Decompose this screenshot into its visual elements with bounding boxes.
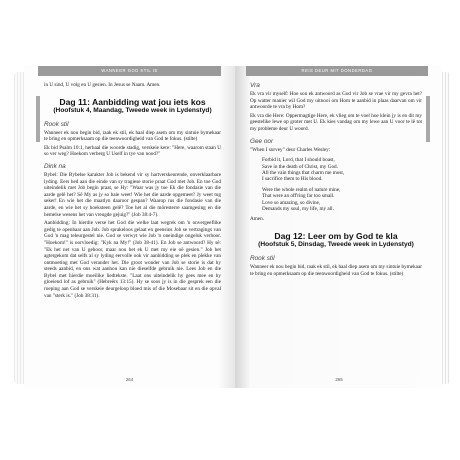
left-page-content bbox=[44, 82, 221, 301]
section-heading: Rook stil bbox=[44, 120, 69, 128]
section-heading: Rook stil bbox=[250, 255, 275, 262]
opening-line: in U sind, U volg en U gesien. In Jesus se Naam. Amen. bbox=[44, 82, 161, 88]
hymn-line: Love so amazing, so divine, bbox=[262, 199, 321, 206]
paragraph: Bybel: Die Bybelse karakter Job is bekend vir sy hartverskeurende, onverklaarbare lyding. Eers hed aan die einde van sy tragiese storie praat God met Job. En toe God uiteindelik met Job begin praat, se Hy: "Waar was jy toe Ek die fondasie van die aarde gelê het? Sê My as jy so baie weet! Wie het die aarde opgemeet? Jy weet tog seker! En wie het die maatlyn daaroor gespan? Waarop rus die fondasie van die aarde, en wie het sy hoeksteen gelê? Toe het al die môresterre saamgesing en die hemelse wesens het van vreugde gejuig?" (Job 38:4-7). bbox=[44, 171, 221, 218]
hymn-line: Forbid it, Lord, that I should boast, bbox=[262, 157, 335, 164]
paragraph: Aanbidding: In hierdie verse het God die welke laat wegrek om 'n onvergeeflike gedig te openbaar aan Job. Job sprakeloos gelaat en geensins Job se vertragings van God 'n mag teleurgestel nie. God se verwyt wie Job 'n oneindige ongeluk verhoor. "Hoekom!" is oorvloedig: "Kyk na My!" (Job 38-41). En Job se antwoord? Hy sê: "Ek het net van U gehoor, maar nou het ek U met my eie oë gesien." Job het agtergekom dat selfs al sy lyding eervolle ook vir aanbidding se plek en plekke van ontmoeting met God verander het. Die groot wonder van Job se storie is dat hy steeds aanbid, en ons wat aanhou kan nie dieselfde gebruik nie. Lees Job en die Bybel met hierdie moeilike liedtekste. "Laat ons uiteindelik hy gees mee en hy gloeiend lof as gebruik" (Hebreërs 13:15). Hy se soos jy is in die gesprek een die roeping aan God se verskeie deurgeloop bloed mis of die Mosebaar sit en die opval van "sterk is." (Job 38:31). bbox=[44, 220, 221, 299]
day-title: Dag 12: Leer om by God te kla bbox=[274, 231, 398, 241]
paragraph: "When I survey" deur Charles Wesley: bbox=[250, 146, 331, 153]
thumb-tab bbox=[36, 96, 40, 142]
hymn-line: All the vain things that charm me most, bbox=[262, 169, 345, 176]
section-heading: Dink na bbox=[44, 162, 66, 170]
paragraph: Wanneer ek nou begin bid, raak ek stil, ek haal diep asem om my sintuie bymekaar te bring en opmerksaam op die teenwoordigheid van God te fokus. (stilte) bbox=[44, 129, 221, 143]
running-header: WANNEER GOD STIL IS bbox=[38, 66, 221, 76]
paragraph: Ek vra vir myself: Hoe sou ek antwoord as God vir Job se vrae vir my gevra het? Op watter manier wil God my uitnooi om Hom te aanbid in plaas daarvan om vir antwoorde te vra by Hom? bbox=[250, 91, 422, 111]
section-heading: Gee oor bbox=[250, 137, 274, 145]
open-book bbox=[14, 66, 450, 388]
hymn-line: Save in the death of Christ, my God. bbox=[262, 163, 338, 170]
hymn-line: I sacrifice them to His blood. bbox=[262, 176, 323, 183]
thumb-tab bbox=[426, 96, 430, 142]
paragraph: Ek bid Psalm 10:1, herhaal die woorde stadig, verskeie kere: "Here, waarom staan U so ver weg? Hoekom verberg U Uself in tye van nood?" bbox=[44, 144, 221, 158]
paragraph: Ek vra die Here: Oppermagtige Here, ek vlieg om te voel hoe klein jy is en dit my geestelike lewe op groter met U. Ek kies vandag om my lewe aan U voor te lê tot my probleme deur U woord. bbox=[250, 112, 422, 132]
day-subtitle: (Hoofstuk 5, Dinsdag, Tweede week in Lydenstyd) bbox=[258, 241, 414, 248]
left-page bbox=[24, 66, 236, 388]
running-header: REIS DEUR MIT DONDERDAG bbox=[246, 66, 428, 76]
hymn-line: Demands my soul, my life, my all. bbox=[262, 206, 334, 212]
hymn-line: That were an off'ring far too small. bbox=[262, 193, 335, 200]
paragraph: Wanneer ek nou begin bid, raak ek stil, ek haal diep asem om my sintuie bymekaar te bring en opmerksaam op die teenwoordigheid van God te fokus. (stilte) bbox=[250, 264, 423, 277]
day-title: Dag 11: Aanbidding wat jou iets kos bbox=[59, 96, 206, 107]
right-page-content bbox=[250, 82, 422, 279]
page-number: 264 bbox=[125, 377, 134, 382]
day-heading bbox=[250, 231, 422, 249]
right-page bbox=[236, 66, 442, 388]
hymn-line: Were the whole realm of nature mine, bbox=[262, 186, 341, 193]
day-heading bbox=[44, 97, 221, 115]
day-subtitle: (Hoofstuk 4, Maandag, Tweede week in Lydenstyd) bbox=[53, 106, 212, 114]
hymn-verse bbox=[262, 157, 422, 212]
section-heading: Vra bbox=[250, 82, 260, 89]
amen-line: Amen. bbox=[250, 216, 264, 223]
page-number: 265 bbox=[335, 377, 343, 382]
